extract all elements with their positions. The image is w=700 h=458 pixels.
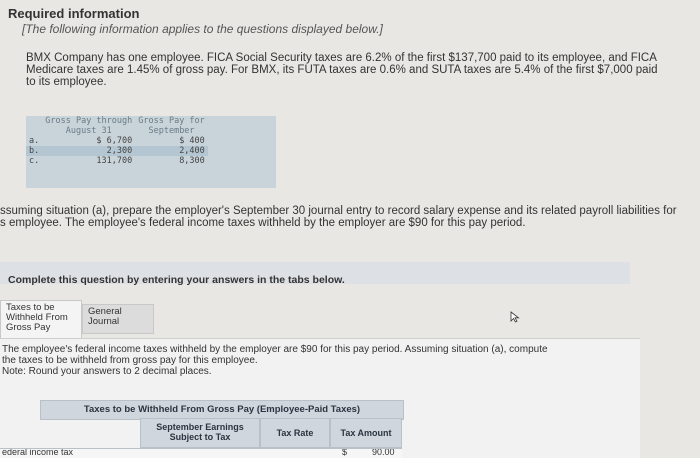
section-title: Required information xyxy=(8,6,140,21)
table-row: b. 2,300 2,400 xyxy=(26,146,208,156)
table-row: a. $ 6,700 $ 400 xyxy=(29,136,205,146)
col-header-aug: Gross Pay through August 31 xyxy=(45,116,133,136)
intro-line-2: Medicare taxes are 1.45% of gross pay. For BMX, its FUTA taxes are 0.6% and SUTA taxes are 5.4% of the first $7,000 paid xyxy=(26,64,658,76)
section-subtitle: [The following information applies to the questions displayed below.] xyxy=(22,22,383,36)
row-label: ederal income tax xyxy=(2,448,74,457)
tab-taxes-withheld[interactable]: Taxes to be Withheld From Gross Pay xyxy=(0,300,82,342)
question-line-2: s employee. The employee's federal income taxes withheld by the employer are $90 for this pay period. xyxy=(0,217,526,229)
mouse-cursor-icon xyxy=(510,311,520,323)
tab-general-journal[interactable]: General Journal xyxy=(82,304,154,334)
situations-table xyxy=(26,116,276,188)
col-header-rate: Tax Rate xyxy=(260,418,330,448)
tax-amount-field[interactable]: 90.00 xyxy=(372,448,395,457)
col-header-sep: Gross Pay for September xyxy=(138,116,205,136)
table-row: c. 131,700 8,300 xyxy=(29,156,205,166)
col-header-earnings: September Earnings Subject to Tax xyxy=(140,418,260,448)
question-text xyxy=(0,205,700,229)
panel-instructions: The employee's federal income taxes withheld by the employer are $90 for this pay period. Assuming situation (a), compute the taxes to be withheld from gross pay for this employee. Note: Round your answers to 2 decimal places. xyxy=(2,344,548,377)
problem-intro xyxy=(26,52,676,88)
instruction-text: Complete this question by entering your answers in the tabs below. xyxy=(8,274,345,286)
col-header-amount: Tax Amount xyxy=(330,418,402,448)
question-line-1: ssuming situation (a), prepare the employer's September 30 journal entry to record salary expense and its related payroll liabilities for xyxy=(0,205,677,217)
currency-symbol: $ xyxy=(342,448,348,457)
intro-line-3: to its employee. xyxy=(26,76,107,88)
instruction-bar xyxy=(0,262,630,284)
intro-line-1: BMX Company has one employee. FICA Social Security taxes are 6.2% of the first $137,700 paid to its employee, and FICA xyxy=(26,52,657,64)
withheld-table-title: Taxes to be Withheld From Gross Pay (Employee-Paid Taxes) xyxy=(40,400,404,420)
